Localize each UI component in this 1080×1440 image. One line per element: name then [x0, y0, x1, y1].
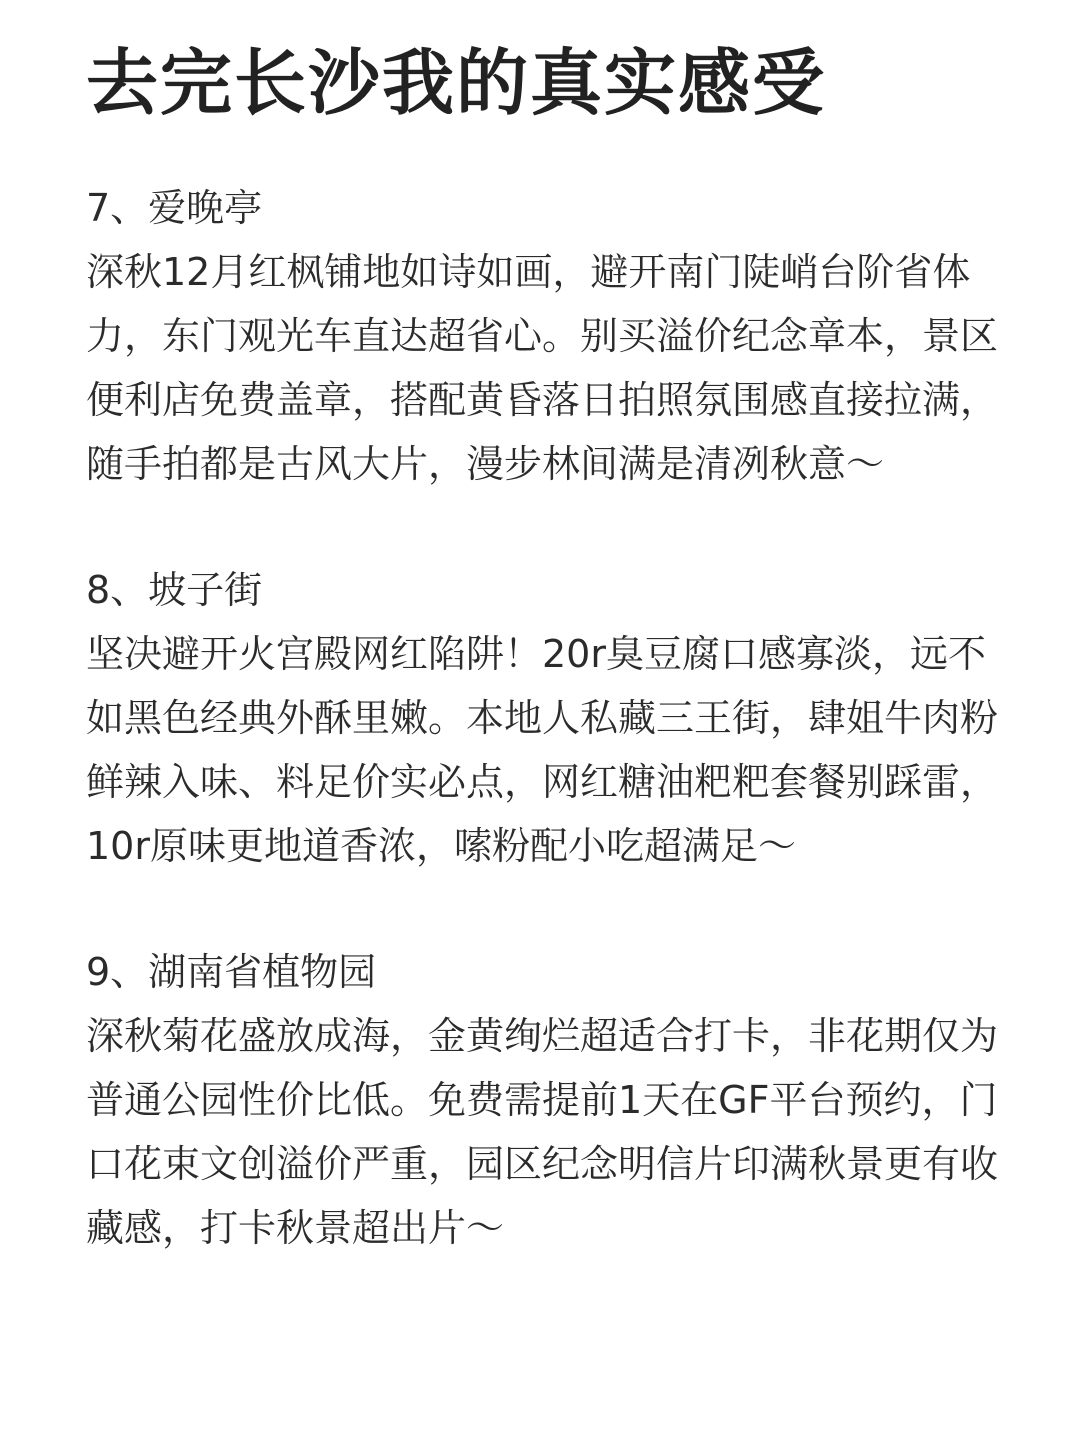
- article: [86, 38, 1016, 1322]
- section-heading: 7、爱晚亭: [86, 186, 263, 230]
- section-body: 深秋12月红枫铺地如诗如画，避开南门陡峭台阶省体力，东门观光车直达超省心。别买溢价纪念章本，景区便利店免费盖章，搭配黄昏落日拍照氛围感直接拉满，随手拍都是古风大片，漫步林间满是清冽秋意～: [86, 250, 999, 486]
- section-body: 深秋菊花盛放成海，金黄绚烂超适合打卡，非花期仅为普通公园性价比低。免费需提前1天在GF平台预约，门口花束文创溢价严重，园区纪念明信片印满秋景更有收藏感，打卡秋景超出片～: [86, 1014, 999, 1250]
- section-heading: 9、湖南省植物园: [86, 950, 377, 994]
- page-title: 去完长沙我的真实感受: [86, 41, 827, 125]
- section-body: 坚决避开火宫殿网红陷阱！20r臭豆腐口感寡淡，远不如黑色经典外酥里嫩。本地人私藏三王街，肆姐牛肉粉鲜辣入味、料足价实必点，网红糖油粑粑套餐别踩雷，10r原味更地道香浓，嗦粉配小吃超满足～: [86, 632, 999, 868]
- section-heading: 8、坡子街: [86, 568, 263, 612]
- section-botanical-garden: [86, 940, 1016, 1260]
- section-poziejie: [86, 558, 1016, 878]
- section-aiwanting: [86, 176, 1016, 496]
